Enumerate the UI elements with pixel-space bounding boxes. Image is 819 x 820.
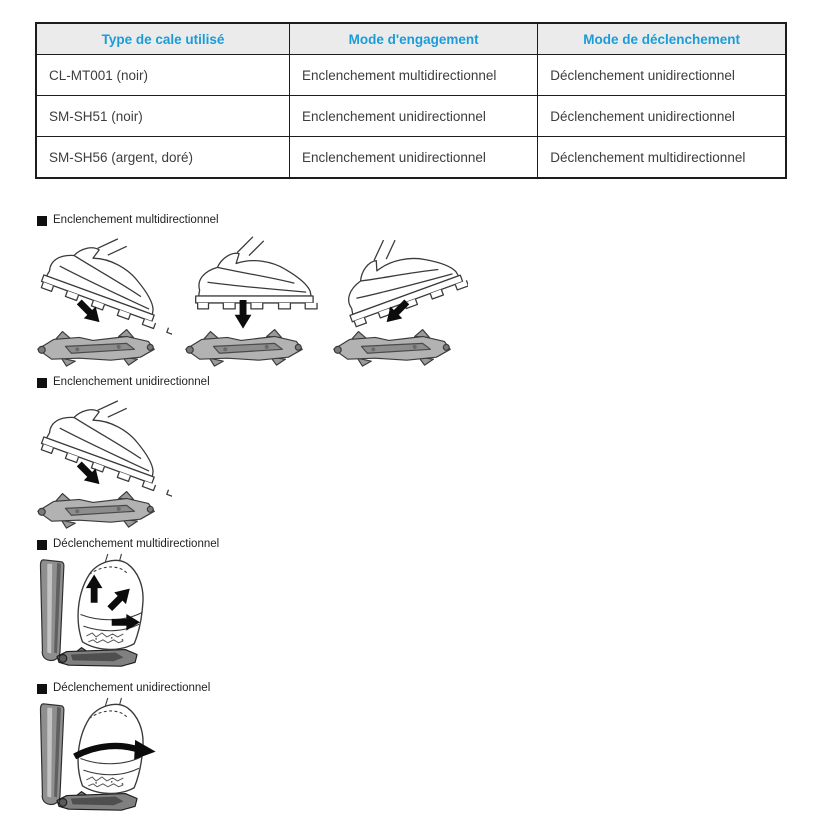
table-cell: SM-SH56 (argent, doré) bbox=[36, 137, 290, 179]
table-cell: Déclenchement unidirectionnel bbox=[538, 55, 786, 96]
pedal-side-illustration bbox=[57, 647, 137, 667]
table-header-row bbox=[36, 23, 786, 55]
heel-shoe-illustration bbox=[78, 554, 143, 649]
table-cell: Déclenchement multidirectionnel bbox=[538, 137, 786, 179]
section-label-engagement-unidirectional bbox=[37, 376, 210, 389]
engagement-multidirectional-figures bbox=[24, 228, 468, 368]
table-header-cleat-type: Type de cale utilisé bbox=[36, 23, 290, 55]
shoe-illustration bbox=[196, 237, 320, 309]
figure-engagement-straight-down bbox=[172, 228, 320, 368]
pedal-illustration bbox=[334, 330, 450, 367]
section-label-text: Déclenchement multidirectionnel bbox=[53, 538, 220, 550]
section-label-release-multidirectional bbox=[37, 538, 219, 551]
shoe-illustration bbox=[39, 228, 172, 337]
crank-arm-illustration bbox=[40, 560, 63, 661]
figure-release-unidirectional bbox=[30, 696, 170, 818]
table-cell: Enclenchement unidirectionnel bbox=[290, 137, 538, 179]
engagement-unidirectional-figures bbox=[24, 390, 172, 530]
table-cell: SM-SH51 (noir) bbox=[36, 96, 290, 137]
shoe-illustration bbox=[39, 390, 172, 499]
section-label-text: Enclenchement multidirectionnel bbox=[53, 214, 219, 226]
section-label-release-unidirectional bbox=[37, 682, 210, 695]
crank-arm-illustration bbox=[40, 704, 63, 805]
table-row bbox=[36, 137, 786, 179]
section-label-engagement-multidirectional bbox=[37, 214, 219, 227]
black-square-bullet-icon bbox=[37, 540, 47, 550]
section-label-text: Déclenchement unidirectionnel bbox=[53, 682, 211, 694]
black-square-bullet-icon bbox=[37, 684, 47, 694]
table-cell: Enclenchement multidirectionnel bbox=[290, 55, 538, 96]
table-header-engagement-mode: Mode d'engagement bbox=[290, 23, 538, 55]
section-label-text: Enclenchement unidirectionnel bbox=[53, 376, 210, 388]
figure-engagement-toe-first bbox=[24, 390, 172, 530]
figure-release-multidirectional bbox=[30, 552, 170, 674]
table-cell: CL-MT001 (noir) bbox=[36, 55, 290, 96]
table-row bbox=[36, 55, 786, 96]
table-cell: Déclenchement unidirectionnel bbox=[538, 96, 786, 137]
pedal-side-illustration bbox=[57, 791, 137, 811]
figure-engagement-heel-first bbox=[320, 228, 468, 368]
down-arrow-icon bbox=[235, 300, 252, 329]
cleat-mode-table bbox=[35, 22, 787, 179]
table-cell: Enclenchement unidirectionnel bbox=[290, 96, 538, 137]
table-header-release-mode: Mode de déclenchement bbox=[538, 23, 786, 55]
pedal-illustration bbox=[38, 492, 154, 529]
release-multidirectional-figures bbox=[30, 552, 170, 674]
black-square-bullet-icon bbox=[37, 378, 47, 388]
pedal-illustration bbox=[38, 330, 154, 367]
figure-engagement-toe-first bbox=[24, 228, 172, 368]
table-row bbox=[36, 96, 786, 137]
pedal-illustration bbox=[186, 330, 302, 367]
release-unidirectional-figures bbox=[30, 696, 170, 818]
black-square-bullet-icon bbox=[37, 216, 47, 226]
